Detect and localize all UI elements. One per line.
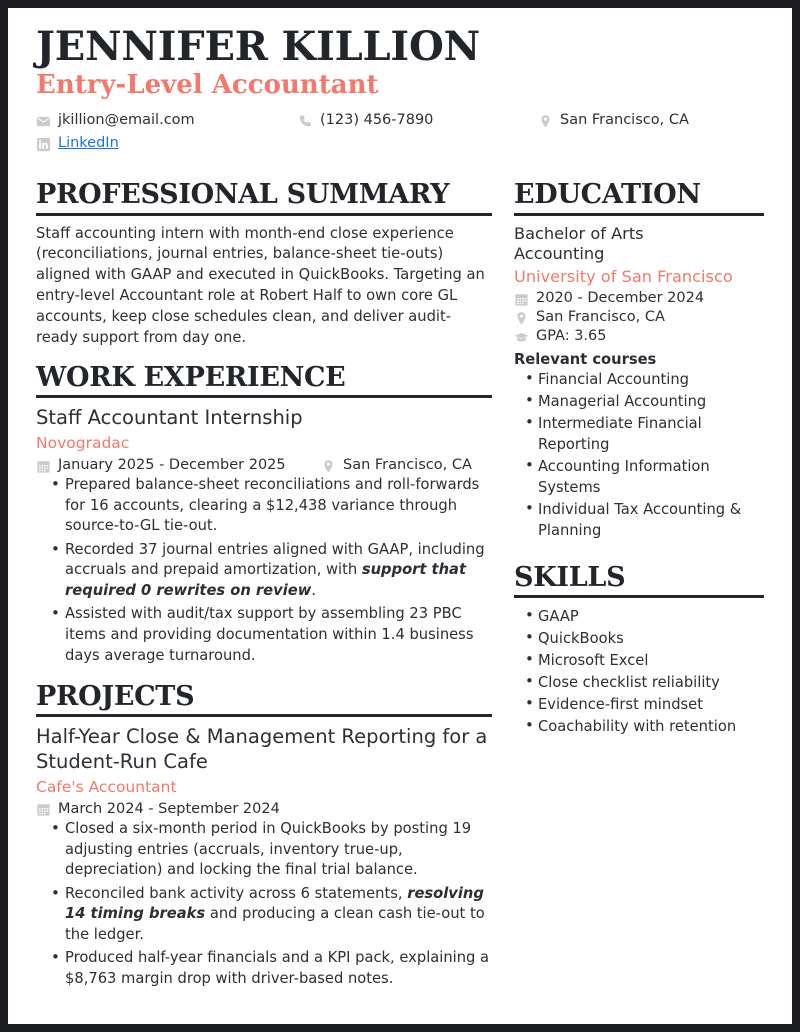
section-heading-projects: PROJECTS — [36, 681, 195, 713]
calendar-icon — [514, 292, 529, 307]
work-entry-dates-text: January 2025 - December 2025 — [58, 457, 286, 474]
right-column — [514, 180, 764, 751]
section-projects — [36, 682, 492, 989]
heading-rule — [36, 714, 492, 717]
contact-linkedin[interactable] — [36, 134, 298, 153]
education-location — [514, 309, 764, 325]
heading-rule — [36, 395, 492, 398]
bullet-emphasis: resolving 14 timing breaks — [65, 884, 484, 923]
contact-email[interactable] — [36, 111, 298, 130]
section-skills — [514, 563, 764, 737]
project-bullet — [65, 819, 492, 881]
contact-row-secondary — [36, 134, 764, 153]
contact-phone[interactable] — [298, 111, 538, 130]
calendar-icon — [36, 459, 51, 474]
work-entry-dates — [36, 457, 321, 473]
contact-row-primary — [36, 111, 764, 130]
work-bullet — [65, 540, 492, 602]
education-field: Accounting — [514, 244, 605, 264]
candidate-name: JENNIFER KILLION — [36, 23, 480, 70]
course-item: • Financial Accounting — [538, 369, 764, 390]
project-entry-role: Cafe's Accountant — [36, 777, 177, 796]
relevant-courses-label: Relevant courses — [514, 351, 657, 369]
bullet-emphasis: support that required 0 rewrites on review — [65, 561, 466, 599]
linkedin-icon — [36, 137, 51, 152]
map-pin-icon — [514, 311, 529, 326]
work-entry-title: Staff Accountant Internship — [36, 406, 303, 429]
summary-text: Staff accounting intern with month-end close experience (reconciliations, journal entries, balance-sheet tie-outs) aligned with GAAP and executed in QuickBooks. Targeting an entry-level Accountant role at Robert Half to own core GL accounts, keep close schedules clean, and deliver audit-ready support from day one. — [36, 224, 485, 346]
work-entry-meta — [36, 457, 492, 473]
project-entry-title: Half-Year Close & Management Reporting for a Student-Run Cafe — [36, 725, 488, 773]
project-entry-meta — [36, 801, 492, 817]
course-item: • Managerial Accounting — [538, 391, 764, 412]
relevant-courses-list — [514, 369, 764, 541]
heading-rule — [514, 213, 764, 216]
section-professional-summary — [36, 180, 492, 348]
contact-location — [538, 111, 758, 130]
envelope-icon — [36, 114, 51, 129]
project-entry-dates — [36, 801, 321, 817]
bullet-text-post: and producing a clean cash tie-out to the ledger. — [65, 905, 485, 943]
project-entry — [36, 725, 492, 989]
bullet-text: Prepared balance-sheet reconciliations and roll-forwards for 16 accounts, clearing a $12,438 variance through source-to-GL tie-out. — [65, 476, 480, 535]
contact-location-text: San Francisco, CA — [560, 111, 689, 128]
section-heading-skills: SKILLS — [514, 562, 626, 594]
work-entry-company: Novogradac — [36, 433, 130, 452]
skill-item: • Evidence-first mindset — [538, 694, 764, 715]
section-heading-summary: PROFESSIONAL SUMMARY — [36, 179, 450, 211]
project-bullet-list — [36, 819, 492, 990]
skill-item: • Close checklist reliability — [538, 672, 764, 693]
education-gpa-text: GPA: 3.65 — [536, 328, 607, 345]
calendar-icon — [36, 802, 51, 817]
course-item: • Individual Tax Accounting & Planning — [538, 499, 764, 541]
bullet-text: Assisted with audit/tax support by assembling 23 PBC items and providing documentation within 1.4 business days average turnaround. — [65, 605, 474, 664]
contact-email-text: jkillion@email.com — [58, 111, 195, 128]
education-school: University of San Francisco — [514, 267, 733, 287]
skill-item: • Microsoft Excel — [538, 650, 764, 671]
skill-item: • QuickBooks — [538, 628, 764, 649]
work-bullet — [65, 604, 492, 666]
education-dates-text: 2020 - December 2024 — [536, 290, 705, 307]
heading-rule — [36, 213, 492, 216]
work-entry-location-text: San Francisco, CA — [343, 457, 472, 474]
contact-info — [36, 111, 764, 153]
work-entry-location — [321, 457, 472, 473]
work-entry — [36, 406, 492, 666]
linkedin-link[interactable]: LinkedIn — [58, 134, 119, 151]
resume-page — [8, 8, 792, 1024]
section-heading-education: EDUCATION — [514, 179, 701, 211]
resume-header — [36, 23, 764, 152]
skill-item: • Coachability with retention — [538, 716, 764, 737]
course-item: • Accounting Information Systems — [538, 456, 764, 498]
skills-list — [514, 606, 764, 737]
work-bullet — [65, 475, 492, 537]
map-pin-icon — [538, 114, 553, 129]
project-entry-dates-text: March 2024 - September 2024 — [58, 800, 280, 817]
contact-phone-text: (123) 456-7890 — [320, 111, 434, 128]
project-bullet — [65, 948, 492, 989]
education-gpa — [514, 328, 764, 344]
heading-rule — [514, 595, 764, 598]
education-dates — [514, 290, 764, 306]
bullet-text: Recorded 37 journal entries aligned with GAAP, including accruals and prepaid amortization, with — [65, 540, 485, 579]
bullet-text: Produced half-year financials and a KPI pack, explaining a $8,763 margin drop with driver-based notes. — [65, 949, 490, 987]
project-bullet — [65, 884, 492, 946]
bullet-text: Reconciled bank activity across 6 statements, — [65, 884, 408, 902]
resume-body — [36, 180, 764, 1003]
graduation-cap-icon — [514, 330, 529, 345]
left-column — [36, 180, 492, 1003]
skill-item: • GAAP — [538, 606, 764, 627]
section-heading-work: WORK EXPERIENCE — [36, 361, 346, 393]
candidate-job-title: Entry-Level Accountant — [36, 69, 379, 100]
education-degree: Bachelor of Arts — [514, 223, 644, 243]
section-education — [514, 180, 764, 541]
bullet-text-post: . — [311, 581, 316, 599]
map-pin-icon — [321, 459, 336, 474]
work-bullet-list — [36, 475, 492, 666]
phone-icon — [298, 114, 313, 129]
education-location-text: San Francisco, CA — [536, 309, 665, 326]
section-work-experience — [36, 363, 492, 666]
course-item: • Intermediate Financial Reporting — [538, 413, 764, 455]
bullet-text: Closed a six-month period in QuickBooks by posting 19 adjusting entries (accruals, inventory true-up, depreciation) and locking the final trial balance. — [65, 819, 472, 879]
